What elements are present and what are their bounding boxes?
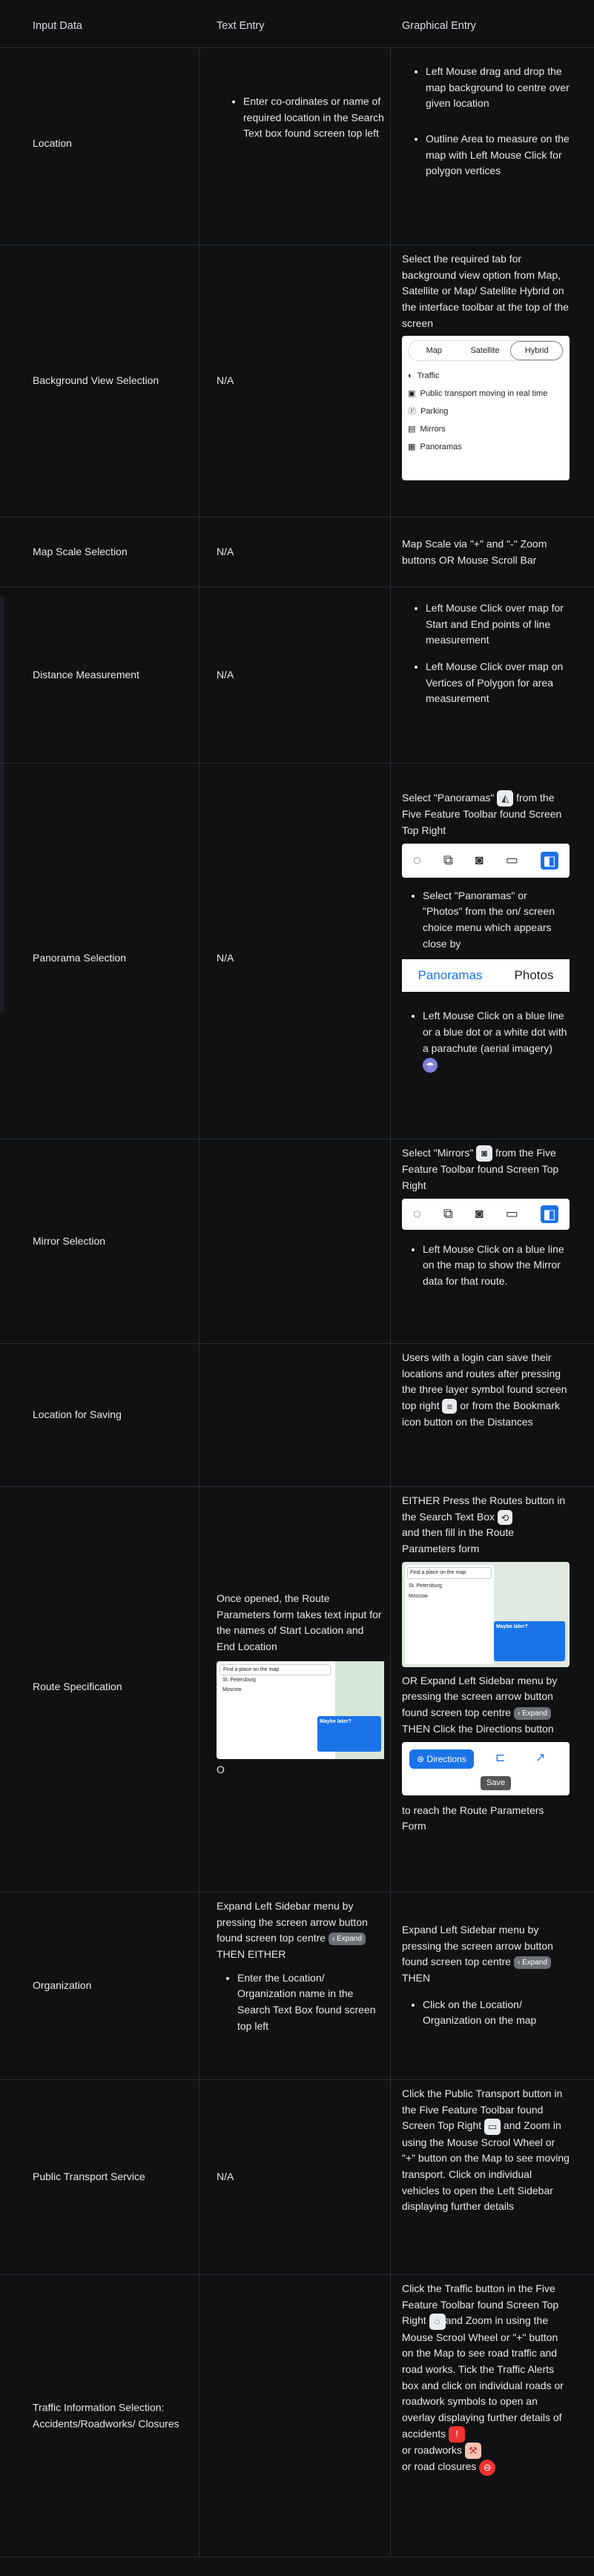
table-row: Traffic Information Selection: Accidents/Roadworks/ Closures Click the Traffic button in the Five Feature Toolbar found Screen Top Right ◌ and Zoom in using the Mouse Scrool Wheel or "+" button on the Map to see road traffic and road works. Tick the Traffic Alerts box and click on individual roads or roadwork symbols to open an overlay displaying further details of accidents ! or roadworks ⚒ or road closures ⊖ xyxy=(0,2275,594,2557)
row-label: Public Transport Service xyxy=(33,2171,145,2183)
text-entry: • Enter co-ordinates or name of required location in the Search Text box found screen top left xyxy=(243,93,386,142)
route-form-image: Find a place on the map St. Petersburg Moscow Maybe later? xyxy=(217,1661,384,1759)
row-label: Route Specification xyxy=(33,1681,122,1693)
menu-item-parking[interactable]: Ⓟ Parking xyxy=(408,407,449,417)
header-graphical-entry: Graphical Entry xyxy=(402,20,476,32)
menu-item-panoramas[interactable]: ▦ Panoramas xyxy=(408,443,462,452)
panorama-icon: ◭ xyxy=(497,790,513,807)
bus-icon[interactable]: ▭ xyxy=(505,1205,518,1221)
table-row xyxy=(0,587,594,764)
graphical-entry: • Left Mouse drag and drop the map background to centre over given location xyxy=(426,64,570,112)
layers-menu-image xyxy=(402,336,570,480)
table-row xyxy=(0,47,594,245)
expand-arrow-button: ‹ Expand xyxy=(329,1933,366,1946)
graphical-entry: • Left Mouse Click on a blue line on the map to show the Mirror data for that route. xyxy=(423,1242,570,1290)
share-icon[interactable]: ↗ xyxy=(535,1751,546,1764)
parachute-icon: ☂ xyxy=(423,1058,438,1073)
tab-map[interactable]: Map xyxy=(426,346,443,356)
expand-arrow-button: ‹ Expand xyxy=(514,1956,551,1970)
bookmark-icon[interactable]: ⊏ xyxy=(495,1751,506,1764)
row-label: Distance Measurement xyxy=(33,669,139,681)
menu-item-traffic[interactable]: ◐ Traffic xyxy=(408,371,440,381)
text-entry: • Enter the Location/ Organization name in the Search Text Box found screen top left xyxy=(237,1970,384,2035)
menu-item-mirrors[interactable]: ▤ Mirrors xyxy=(408,425,446,434)
row-label: Location xyxy=(33,137,72,150)
panorama-icon[interactable]: ⧉ xyxy=(443,1205,453,1221)
graphical-entry: Select the required tab for background view option from Map, Satellite or Map/ Satellite Hybrid on the interface toolbar at the top of the screen xyxy=(402,253,569,329)
table-row xyxy=(0,245,594,517)
header-input-data: Input Data xyxy=(33,20,82,32)
table-header xyxy=(0,0,594,48)
choice-panoramas[interactable]: Panoramas xyxy=(418,968,483,983)
graphical-entry: • Left Mouse Click over map on Vertices of Polygon for area measurement xyxy=(426,659,570,707)
bus-icon: ▭ xyxy=(484,2119,501,2135)
save-tooltip: Save xyxy=(481,1776,511,1790)
table-row: Mirror Selection Select "Mirrors" ◙ from the Five Feature Toolbar found Screen Top Right ◌ ⧉ ◙ ▭ ◧ • Left Mouse Click on a blue line on the map to show the Mirror data for that route. xyxy=(0,1139,594,1344)
row-label: Map Scale Selection xyxy=(33,546,128,558)
panorama-icon[interactable]: ⧉ xyxy=(443,852,453,867)
traffic-icon[interactable]: ◌ xyxy=(413,852,421,867)
tab-hybrid[interactable]: Hybrid xyxy=(510,341,563,360)
five-feature-toolbar xyxy=(402,1199,570,1230)
graphical-entry: Map Scale via "+" and "-" Zoom buttons OR Mouse Scroll Bar xyxy=(402,537,547,566)
directions-button[interactable]: ⊛ Directions xyxy=(409,1749,474,1769)
expand-arrow-button: ‹ Expand xyxy=(514,1707,551,1721)
header-text-entry: Text Entry xyxy=(217,20,265,32)
roadworks-icon: ⚒ xyxy=(465,2443,481,2459)
accident-icon: ! xyxy=(449,2426,465,2443)
text-entry: N/A xyxy=(217,374,234,387)
camera-icon[interactable]: ◙ xyxy=(475,1205,484,1221)
text-entry: N/A xyxy=(217,952,234,964)
table-row xyxy=(0,517,594,587)
row-label: Background View Selection xyxy=(33,374,159,387)
row-label: Mirror Selection xyxy=(33,1235,106,1248)
table-row: Organization Expand Left Sidebar menu by pressing the screen arrow button found screen top centre ‹ ExpandTHEN EITHER • Enter the Location/ Organization name in the Search Text Box found screen top left Expand Left Sidebar menu by pressing the screen arrow button found screen top centre ‹ ExpandTHEN • Click on the Location/ Organization on the map xyxy=(0,1893,594,2080)
row-label: Organization xyxy=(33,1979,92,1992)
directions-bar-image xyxy=(402,1742,570,1795)
text-entry: Once opened, the Route Parameters form takes text input for the names of Start Location and End Location xyxy=(217,1592,382,1653)
routes-icon: ⟲ xyxy=(498,1510,512,1525)
camera-icon[interactable]: ◙ xyxy=(475,852,484,867)
row-label: Panorama Selection xyxy=(33,952,127,964)
panoramas-photos-choice xyxy=(402,959,570,992)
text-entry: N/A xyxy=(217,2171,234,2183)
layers-icon: ≡ xyxy=(442,1399,457,1414)
text-entry: N/A xyxy=(217,546,234,558)
menu-item-transport[interactable]: ▣ Public transport moving in real time xyxy=(408,389,548,399)
table-row: Public Transport Service N/A Click the Public Transport button in the Five Feature Toolbar found Screen Top Right ▭ and Zoom in using the Mouse Scrool Wheel or "+" button on the Map to see moving transport. Click on individual vehicles to open the Left Sidebar displaying further details xyxy=(0,2080,594,2275)
row-label: Traffic Information Selection: Accidents/Roadworks/ Closures xyxy=(33,2401,179,2429)
road-closure-icon: ⊖ xyxy=(479,2460,495,2476)
layers-icon[interactable]: ◧ xyxy=(541,852,558,870)
tab-satellite[interactable]: Satellite xyxy=(470,346,500,356)
traffic-icon: ◐ xyxy=(408,371,413,381)
traffic-icon: ◌ xyxy=(429,2314,446,2330)
table-row: Location for Saving Users with a login can save their locations and routes after pressing the three layer symbol found screen top right ≡ or from the Bookmark icon button on the Distances xyxy=(0,1344,594,1487)
five-feature-toolbar xyxy=(402,844,570,878)
camera-icon: ▤ xyxy=(408,425,416,434)
graphical-entry: • Left Mouse Click over map for Start and End points of line measurement xyxy=(426,600,570,649)
graphical-entry: • Select "Panoramas" or "Photos" from the on/ screen choice menu which appears close by xyxy=(423,888,570,953)
table-row: Panorama Selection N/A Select "Panoramas" ◭ from the Five Feature Toolbar found Screen Top Right ◌ ⧉ ◙ ▭ ◧ • Select "Panoramas" or "Photos" from the on/ screen choice menu which appears close by Panoramas Photos • Left Mouse Click on a blue line or a blue dot or a white dot with a parachute (aerial imagery) ☂ xyxy=(0,764,594,1139)
directions-icon: ⊛ xyxy=(417,1753,425,1764)
route-parameters-image: Find a place on the map St. Petersburg Moscow Maybe later? xyxy=(402,1562,570,1667)
traffic-icon[interactable]: ◌ xyxy=(413,1205,421,1221)
bus-icon: ▣ xyxy=(408,389,416,399)
camera-icon: ◙ xyxy=(476,1145,492,1162)
layers-icon[interactable]: ◧ xyxy=(541,1205,558,1223)
parking-icon: Ⓟ xyxy=(408,407,416,417)
row-label: Location for Saving xyxy=(33,1408,122,1421)
graphical-entry: • Click on the Location/ Organization on the map xyxy=(423,1997,570,2029)
panorama-icon: ▦ xyxy=(408,443,416,452)
choice-photos[interactable]: Photos xyxy=(514,968,554,983)
text-entry: N/A xyxy=(217,669,234,681)
bus-icon[interactable]: ▭ xyxy=(505,852,518,867)
table-row: Route Specification Once opened, the Route Parameters form takes text input for the names of Start Location and End Location Find a place on the map St. Petersburg Moscow Maybe later? O EITHER Press the Routes button in the Search Text Box ⟲ and then fill in the Route Parameters form Find a place on the map St. Petersburg Moscow Maybe later? OR Expand Left Sidebar menu by pressing the screen arrow button found screen top centre ‹ Expand THEN Click the Directions button ⊛ Directions ⊏ ↗ Save to reach the Route Parameters Form xyxy=(0,1487,594,1893)
graphical-entry: • Outline Area to measure on the map with Left Mouse Click for polygon vertices xyxy=(426,131,570,179)
